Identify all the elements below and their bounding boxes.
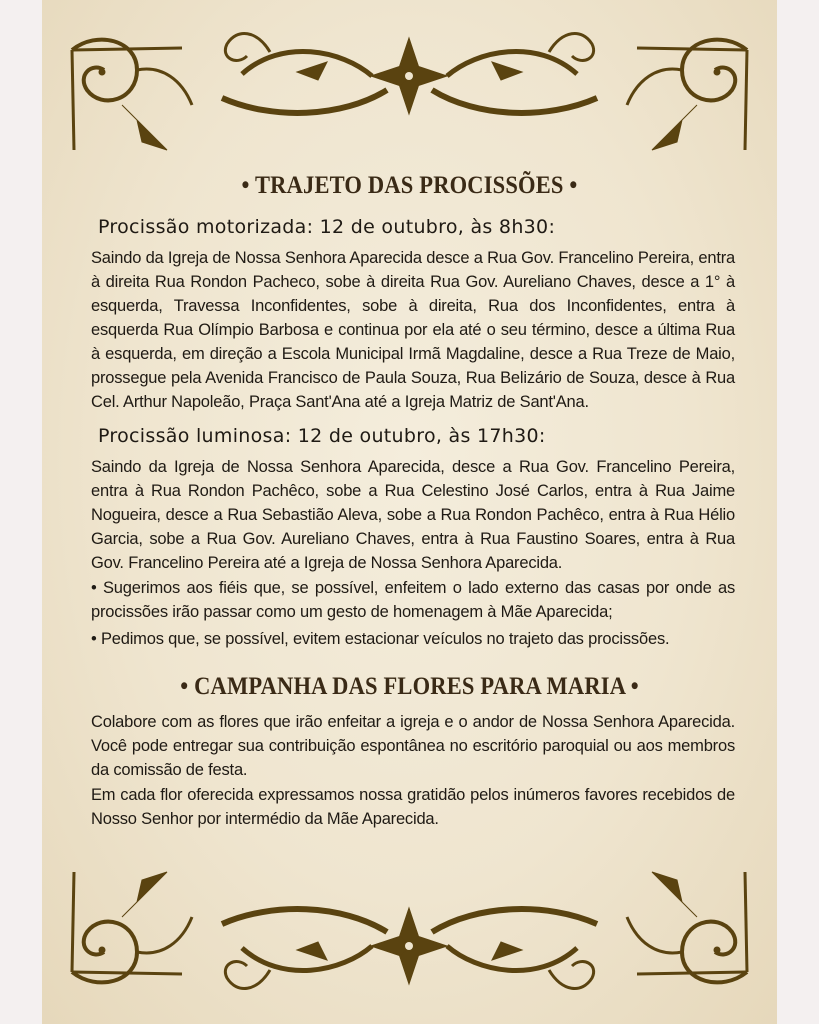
flowers-campaign-title: • CAMPANHA DAS FLORES PARA MARIA • — [180, 673, 639, 700]
gratitude-text: Em cada flor oferecida expressamos nossa gratidão pelos inúmeros favores recebidos de Nosso Senhor por intermédio da Mãe Aparecida. — [91, 786, 735, 828]
parking-request-bullet: • Pedimos que, se possível, evitem estacionar veículos no trajeto das procissões. — [91, 630, 670, 648]
motorized-procession-route: Saindo da Igreja de Nossa Senhora Aparecida desce a Rua Gov. Francelino Pereira, entra à direita Rua Rondon Pacheco, sobe à direita Rua Gov. Aureliano Chaves, desce a 1° à esquerda, Travessa Inconfidentes, sobe à direita, Rua dos Inconfidentes, entra à esquerda Rua Olímpio Barbosa e continua por ela até o seu término, desce a última Rua à esquerda, em direção a Escola Municipal Irmã Magdaline, desce a Rua Treze de Maio, prossegue pela Avenida Francisco de Paula Souza, Rua Belizário de Souza, desce à Rua Cel. Arthur Napoleão, Praça Sant'Ana até a Igreja Matriz de Sant'Ana. — [91, 249, 735, 411]
procession-route-title: • TRAJETO DAS PROCISSÕES • — [241, 172, 578, 199]
top-ornament-group — [72, 34, 747, 150]
luminous-procession-heading: Procissão luminosa: 12 de outubro, às 17h30: — [98, 425, 546, 447]
bottom-ornament-group — [72, 872, 747, 988]
flyer-page — [42, 0, 777, 1024]
flowers-campaign-text: Colabore com as flores que irão enfeitar a igreja e o andor de Nossa Senhora Aparecida. Você pode entregar sua contribuição espontânea no escritório paroquial ou aos membros da comissão de festa. — [91, 713, 735, 779]
motorized-procession-heading: Procissão motorizada: 12 de outubro, às 8h30: — [98, 216, 556, 238]
top-flourish-ornament — [42, 10, 777, 160]
luminous-procession-route: Saindo da Igreja de Nossa Senhora Aparecida, desce a Rua Gov. Francelino Pereira, entra à Rua Rondon Pachêco, sobe a Rua Celestino José Carlos, entra à Rua Jaime Nogueira, desce a Rua Sebastião Aleva, sobe a Rua Rondon Pachêco, entra à Rua Hélio Garcia, sobe a Rua Gov. Aureliano Chaves, entra à Rua Faustino Soares, entra à Rua Gov. Francelino Pereira até a Igreja de Nossa Senhora Aparecida. — [91, 458, 735, 572]
bottom-flourish-ornament — [42, 862, 777, 1012]
decoration-suggestion-bullet: • Sugerimos aos fiéis que, se possível, enfeitem o lado externo das casas por onde as procissões irão passar como um gesto de homenagem à Mãe Aparecida; — [91, 579, 735, 621]
